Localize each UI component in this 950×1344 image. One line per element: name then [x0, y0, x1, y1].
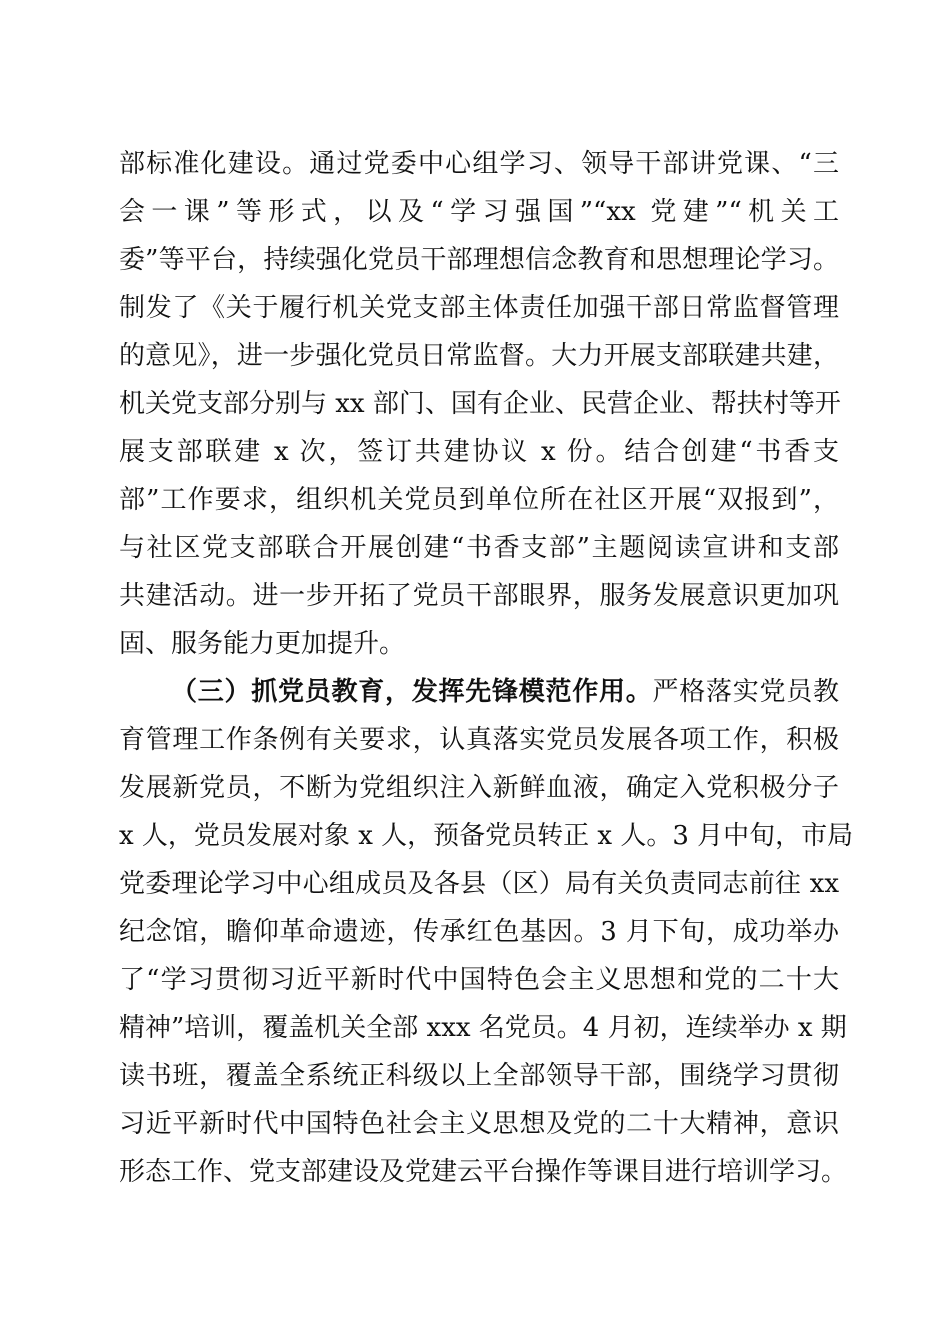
section-heading: （三）抓党员教育，发挥先锋模范作用。 [171, 677, 653, 707]
text-line: 部标准化建设。通过党委中心组学习、领导干部讲党课、“三 [119, 149, 839, 179]
text-line: 了“学习贯彻习近平新时代中国特色会主义思想和党的二十大 [119, 965, 839, 995]
text-line: 形态工作、党支部建设及党建云平台操作等课目进行培训学习。 [119, 1157, 848, 1187]
text-line: 党委理论学习中心组成员及各县（区）局有关负责同志前往 xx [119, 869, 839, 899]
section-first-line [119, 668, 839, 716]
text-line: 固、服务能力更加提升。 [119, 629, 406, 659]
paragraph-party-branch-building [119, 140, 839, 668]
document-body [119, 140, 854, 1196]
text-line: 展支部联建 x 次，签订共建协议 x 份。结合创建“书香支 [119, 437, 839, 467]
text-line: 育管理工作条例有关要求，认真落实党员发展各项工作，积极 [119, 725, 839, 755]
paragraph-party-member-education [119, 668, 854, 1196]
text-line: 机关党支部分别与 xx 部门、国有企业、民营企业、帮扶村等开 [119, 389, 841, 419]
text-fragment: 严格落实党员教 [652, 677, 839, 707]
text-line: 精神”培训，覆盖机关全部 xxx 名党员。4 月初，连续举办 x 期 [119, 1013, 847, 1043]
text-line: x 人，党员发展对象 x 人，预备党员转正 x 人。3 月中旬，市局 [119, 821, 854, 851]
text-line: 共建活动。进一步开拓了党员干部眼界，服务发展意识更加巩 [119, 581, 839, 611]
text-line: 发展新党员，不断为党组织注入新鲜血液，确定入党积极分子 [119, 773, 839, 803]
text-line: 部”工作要求，组织机关党员到单位所在社区开展“双报到”， [119, 485, 839, 515]
text-line: 制发了《关于履行机关党支部主体责任加强干部日常监督管理 [119, 293, 839, 323]
text-line: 读书班，覆盖全系统正科级以上全部领导干部，围绕学习贯彻 [119, 1061, 839, 1091]
text-line: 的意见》，进一步强化党员日常监督。大力开展支部联建共建， [119, 341, 839, 371]
text-line: 委”等平台，持续强化党员干部理想信念教育和思想理论学习。 [119, 245, 839, 275]
text-line: 会一课”等形式，以及“学习强国”“xx 党建”“机关工 [119, 197, 839, 227]
text-line: 纪念馆，瞻仰革命遗迹，传承红色基因。3 月下旬，成功举办 [119, 917, 839, 947]
text-line: 习近平新时代中国特色社会主义思想及党的二十大精神，意识 [119, 1109, 839, 1139]
text-line: 与社区党支部联合开展创建“书香支部”主题阅读宣讲和支部 [119, 533, 839, 563]
